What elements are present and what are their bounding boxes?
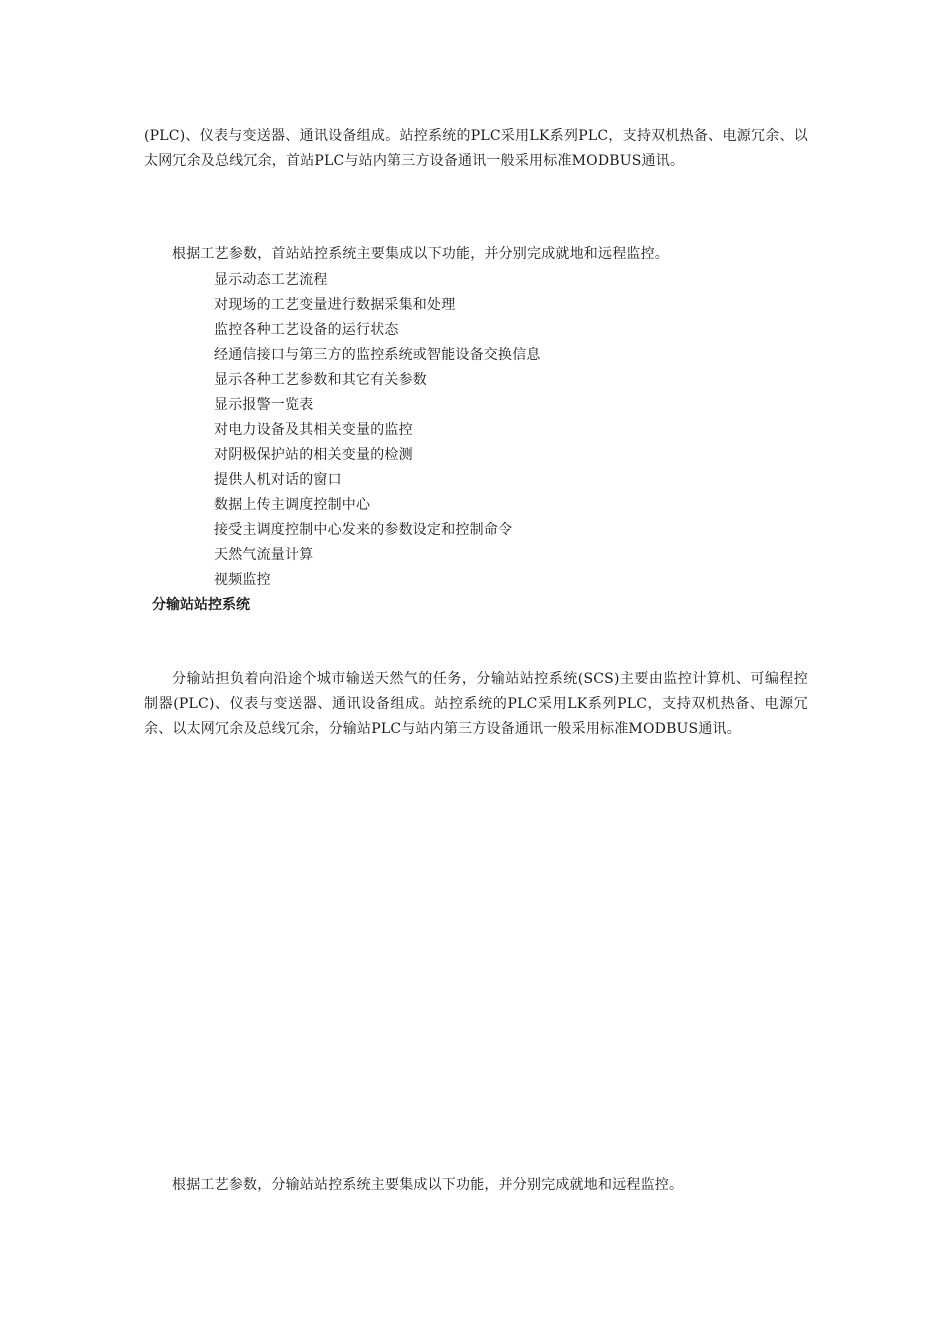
paragraph-first-station-functions-intro: 根据工艺参数，首站站控系统主要集成以下功能，并分别完成就地和远程监控。 <box>172 246 669 262</box>
list-item: 经通信接口与第三方的监控系统或智能设备交换信息 <box>214 347 541 363</box>
function-list <box>214 268 541 593</box>
list-item: 监控各种工艺设备的运行状态 <box>214 322 399 338</box>
list-item: 天然气流量计算 <box>214 547 314 563</box>
section-heading: 分输站站控系统 <box>152 597 250 613</box>
list-item: 对阴极保护站的相关变量的检测 <box>214 447 413 463</box>
list-item: 对电力设备及其相关变量的监控 <box>214 422 413 438</box>
list-item: 提供人机对话的窗口 <box>214 472 342 488</box>
list-item: 视频监控 <box>214 572 271 588</box>
paragraph-distribution-station-composition: 分输站担负着向沿途个城市输送天然气的任务，分输站站控系统(SCS)主要由监控计算机、可编程控制器(PLC)、仪表与变送器、通讯设备组成。站控系统的PLC采用LK系列PLC，支持双机热备、电源冗余、以太网冗余及总线冗余，分输站PLC与站内第三方设备通讯一般采用标准MODBUS通讯。 <box>144 671 808 737</box>
list-item: 接受主调度控制中心发来的参数设定和控制命令 <box>214 522 513 538</box>
list-item: 数据上传主调度控制中心 <box>214 497 371 513</box>
list-item: 显示动态工艺流程 <box>214 272 328 288</box>
list-item: 对现场的工艺变量进行数据采集和处理 <box>214 297 456 313</box>
list-item: 显示各种工艺参数和其它有关参数 <box>214 372 427 388</box>
list-item: 显示报警一览表 <box>214 397 314 413</box>
paragraph-distribution-station-functions-intro: 根据工艺参数，分输站站控系统主要集成以下功能，并分别完成就地和远程监控。 <box>172 1177 684 1193</box>
paragraph-first-station-composition: (PLC)、仪表与变送器、通讯设备组成。站控系统的PLC采用LK系列PLC，支持双机热备、电源冗余、以太网冗余及总线冗余，首站PLC与站内第三方设备通讯一般采用标准MODBUS通讯。 <box>144 128 808 169</box>
